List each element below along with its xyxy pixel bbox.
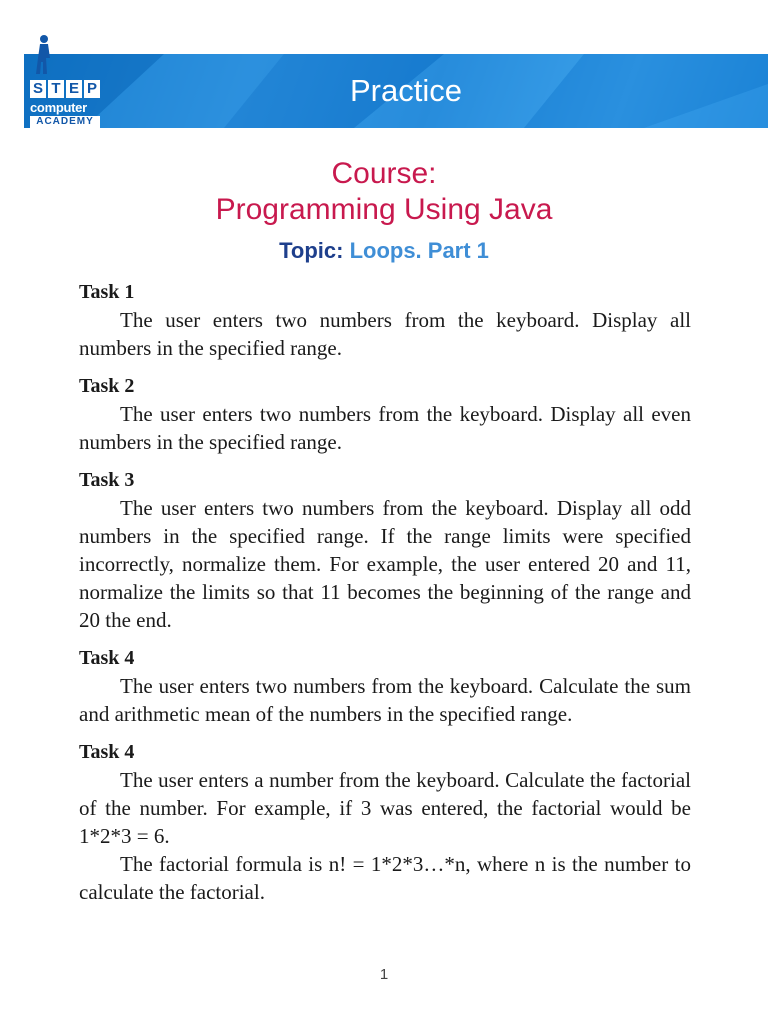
- logo-letter: S: [30, 80, 46, 98]
- page-number: 1: [379, 966, 389, 983]
- task-item: [79, 644, 691, 728]
- task-description: The user enters two numbers from the keyboard. Display all even numbers in the specified range.: [79, 402, 691, 454]
- course-label: Course:: [331, 157, 437, 190]
- topic-heading: [0, 238, 768, 264]
- task-title: Task 4: [79, 741, 135, 763]
- task-item: [79, 372, 691, 456]
- logo-letter: E: [66, 80, 82, 98]
- header-banner: [24, 54, 768, 128]
- task-title: Task 1: [79, 281, 135, 303]
- course-title: Programming Using Java: [215, 193, 553, 226]
- task-item: [79, 738, 691, 906]
- header-title: Practice: [350, 73, 462, 108]
- step-academy-logo: [30, 34, 104, 130]
- climbing-person-icon: [32, 34, 56, 78]
- task-description: The user enters two numbers from the keyboard. Display all odd numbers in the specified range. If the range limits were specified incorrectly, normalize them. For example, the user entered 20 and 11, normalize the limits so that 11 becomes the beginning of the range and 20 the end.: [79, 496, 691, 632]
- logo-step-letters: [30, 80, 100, 98]
- task-title: Task 3: [79, 469, 135, 491]
- logo-letter: P: [84, 80, 100, 98]
- topic-value: Loops. Part 1: [349, 238, 489, 263]
- task-item: [79, 466, 691, 634]
- logo-academy-text: ACADEMY: [30, 116, 100, 128]
- logo-letter: T: [48, 80, 64, 98]
- task-list: [79, 278, 691, 916]
- task-title: Task 4: [79, 647, 135, 669]
- task-title: Task 2: [79, 375, 135, 397]
- logo-computer-text: computer: [30, 100, 87, 115]
- task-item: [79, 278, 691, 362]
- task-description: The user enters a number from the keyboard. Calculate the factorial of the number. For example, if 3 was entered, the factorial would be 1*2*3 = 6.: [79, 768, 691, 848]
- topic-label: Topic:: [279, 238, 344, 263]
- task-description: The factorial formula is n! = 1*2*3…*n, where n is the number to calculate the factorial.: [79, 852, 691, 904]
- task-description: The user enters two numbers from the keyboard. Calculate the sum and arithmetic mean of the numbers in the specified range.: [79, 674, 691, 726]
- task-description: The user enters two numbers from the keyboard. Display all numbers in the specified range.: [79, 308, 691, 360]
